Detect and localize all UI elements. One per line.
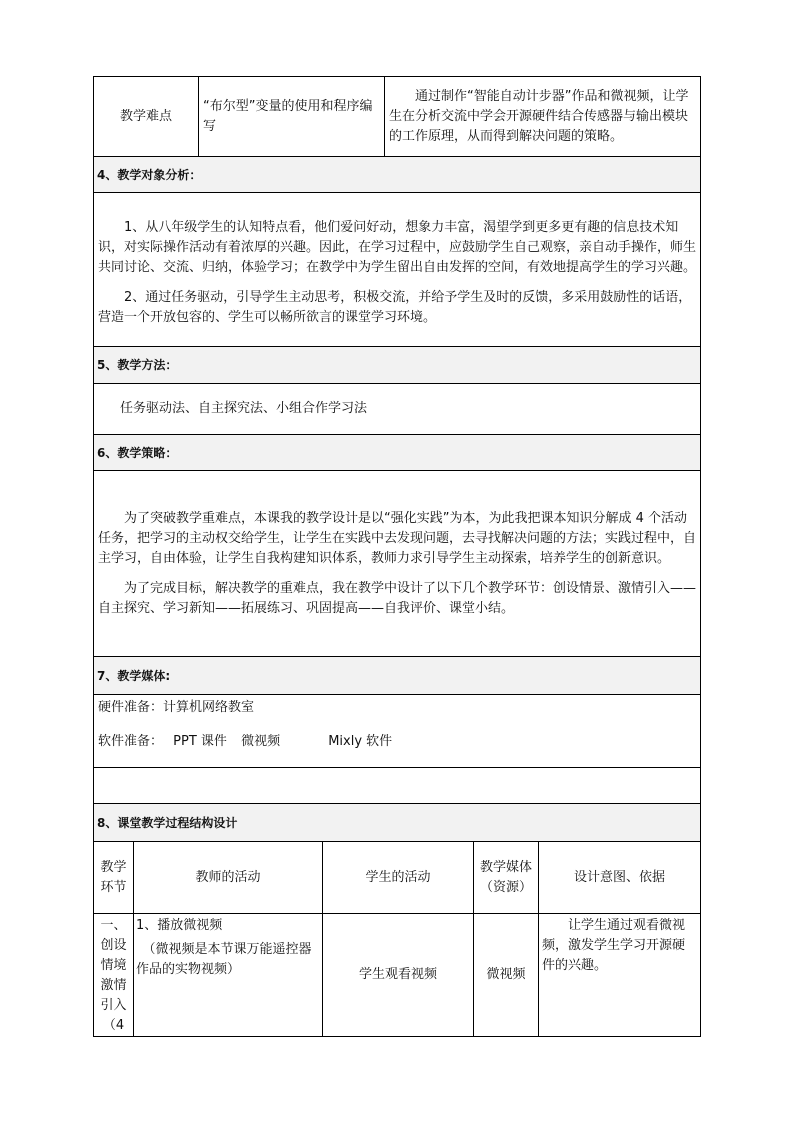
row1-teacher [134,914,323,1037]
software-item-video: 微视频 [241,734,281,749]
header-teacher: 教师的活动 [134,842,323,914]
section-4-title: 4、教学对象分析： [94,157,701,193]
section-6-paragraph-1: 为了突破教学重难点，本课我的教学设计是以“强化实践”为本，为此我把课本知识分解成 4 个活动任务，把学习的主动权交给学生，让学生在实践中去发现问题，去寻找解决问题的方法；实践过程中，自主学习，自由体验，让学生自我构建知识体系，教师力求引导学生主动探索，培养学生的创新意识。 [98,511,697,566]
row1-intent-text: 让学生通过观看微视频，激发学生学习开源硬件的兴趣。 [542,918,686,973]
difficulty-detail: 通过制作“智能自动计步器”作品和微视频，让学生在分析交流中学会开源硬件结合传感器与输出模块的工作原理，从而得到解决问题的策略。 [389,88,689,144]
section-6-body [94,471,701,657]
row1-stage: 一、创设情境激情引入（4 [94,914,134,1037]
section-6-title: 6、教学策略： [94,435,701,471]
row1-intent [539,914,701,1037]
section-4-body [94,193,701,347]
difficulty-label: 教学难点 [94,77,199,157]
lesson-plan-table [93,76,701,842]
row1-teacher-note: （微视频是本节课万能遥控器作品的实物视频） [136,942,312,977]
section-4-paragraph-1: 1、从八年级学生的认知特点看，他们爱问好动，想象力丰富，渴望学到更多更有趣的信息技术知识，对实际操作活动有着浓厚的兴趣。因此，在学习过程中，应鼓励学生自己观察，亲自动手操作，师生共同讨论、交流、归纳，体验学习；在教学中为学生留出自由发挥的空间，有效地提高学生的学习兴趣。 [98,220,697,275]
process-table [93,841,701,1037]
section-5-content: 任务驱动法、自主探究法、小组合作学习法 [94,384,701,435]
section-8-title: 8、课堂教学过程结构设计 [94,804,701,842]
empty-row [94,768,701,804]
header-stage: 教学环节 [94,842,134,914]
difficulty-content: “布尔型”变量的使用和程序编写 [199,77,385,157]
hardware-line: 硬件准备：计算机网络教室 [98,700,255,715]
section-6-paragraph-2: 为了完成目标，解决教学的重难点，我在教学中设计了以下几个教学环节：创设情景、激情引入——自主探究、学习新知——拓展练习、巩固提高——自我评价、课堂小结。 [98,581,697,616]
header-media: 教学媒体（资源） [474,842,539,914]
software-label: 软件准备： [98,734,164,749]
section-4-paragraph-2: 2、通过任务驱动，引导学生主动思考，积极交流，并给予学生及时的反馈，多采用鼓励性的话语，营造一个开放包容的、学生可以畅所欲言的课堂学习环境。 [98,290,692,325]
row1-teacher-title: 1、播放微视频 [136,918,223,933]
process-row-1 [94,914,701,1037]
row1-media: 微视频 [474,914,539,1037]
section-7-body [94,695,701,768]
header-student: 学生的活动 [323,842,474,914]
difficulty-row [94,77,701,157]
software-item-mixly: Mixly 软件 [328,734,393,749]
section-5-title: 5、教学方法： [94,347,701,384]
process-header-row [94,842,701,914]
row1-student: 学生观看视频 [323,914,474,1037]
lesson-plan-page [93,76,700,1037]
software-line [98,732,696,752]
header-intent: 设计意图、依据 [539,842,701,914]
section-7-title: 7、教学媒体: [94,657,701,695]
software-item-ppt: PPT 课件 [173,734,227,749]
